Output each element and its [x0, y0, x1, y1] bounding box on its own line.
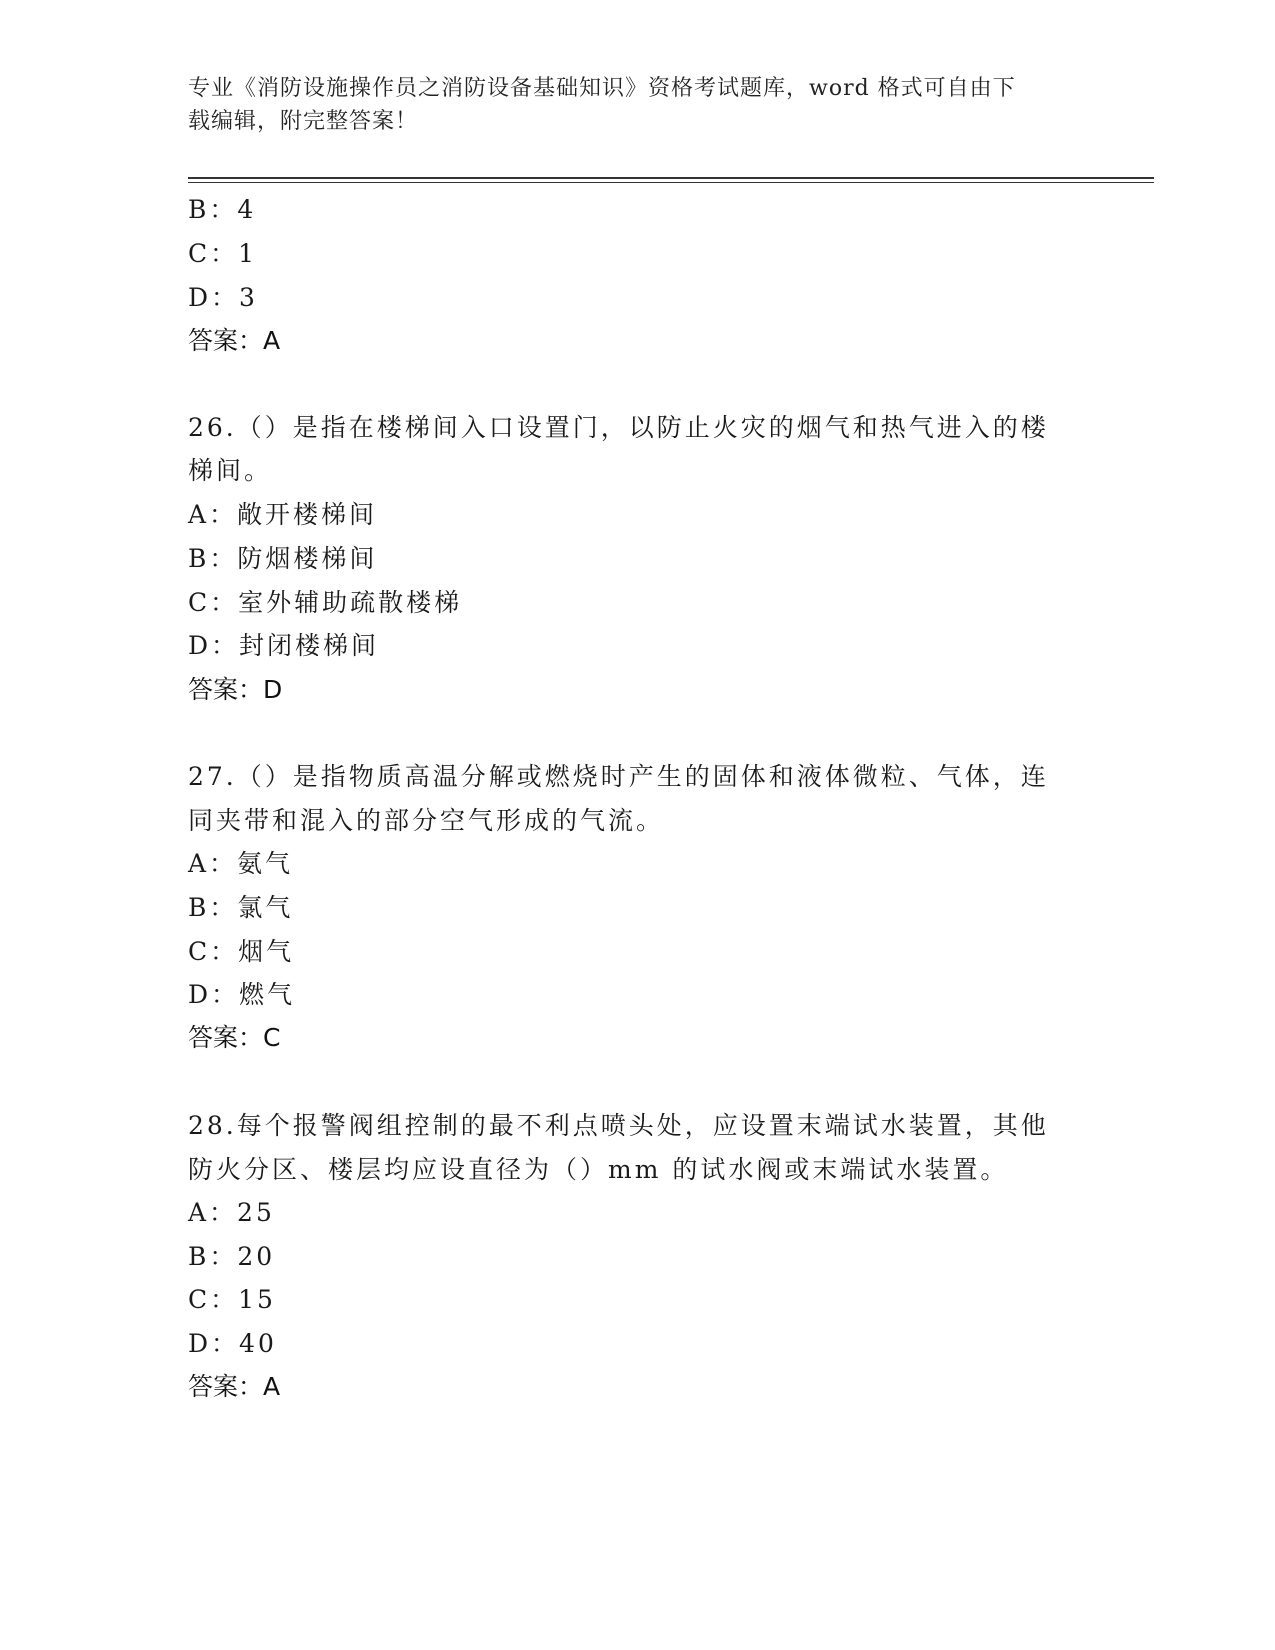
q27-option-c: C：烟气 [188, 937, 295, 966]
q28-option-b: B：20 [188, 1242, 276, 1271]
q26-answer: 答案：D [188, 675, 283, 704]
q27-option-b: B：氯气 [188, 893, 294, 922]
q28-option-a: A：25 [188, 1198, 275, 1227]
header-rule-thick [188, 177, 1154, 179]
prev-answer: 答案：A [188, 326, 281, 355]
q28-option-c: C：15 [188, 1285, 276, 1314]
q26-option-a: A：敞开楼梯间 [188, 500, 378, 529]
q28-answer: 答案：A [188, 1372, 281, 1401]
q27-stem-line-2: 同夹带和混入的部分空气形成的气流。 [188, 806, 665, 835]
q27-answer: 答案：C [188, 1023, 281, 1052]
q26-stem-line-2: 梯间。 [188, 456, 273, 485]
q28-option-d: D：40 [188, 1329, 277, 1358]
q28-stem-line-2: 防火分区、楼层均应设直径为（）mm 的试水阀或末端试水装置。 [188, 1155, 1009, 1184]
q26-option-d: D：封闭楼梯间 [188, 631, 380, 660]
document-header [188, 72, 1068, 138]
prev-option-c: C：1 [188, 239, 258, 268]
q27-option-a: A：氨气 [188, 849, 294, 878]
q28-stem-line-1: 28.每个报警阀组控制的最不利点喷头处，应设置末端试水装置，其他 [188, 1111, 1049, 1140]
q27-option-d: D：燃气 [188, 980, 296, 1009]
prev-option-d: D：3 [188, 283, 258, 312]
header-line-2: 载编辑，附完整答案！ [188, 109, 419, 134]
header-rule-thin [188, 182, 1154, 183]
q27-stem-line-1: 27.（）是指物质高温分解或燃烧时产生的固体和液体微粒、气体，连 [188, 762, 1049, 791]
header-line-1: 专业《消防设施操作员之消防设备基础知识》资格考试题库，word 格式可自由下 [188, 76, 1016, 101]
prev-option-b: B：4 [188, 195, 257, 224]
q26-option-c: C：室外辅助疏散楼梯 [188, 588, 463, 617]
q26-option-b: B：防烟楼梯间 [188, 544, 378, 573]
q26-stem-line-1: 26.（）是指在楼梯间入口设置门，以防止火灾的烟气和热气进入的楼 [188, 413, 1049, 442]
